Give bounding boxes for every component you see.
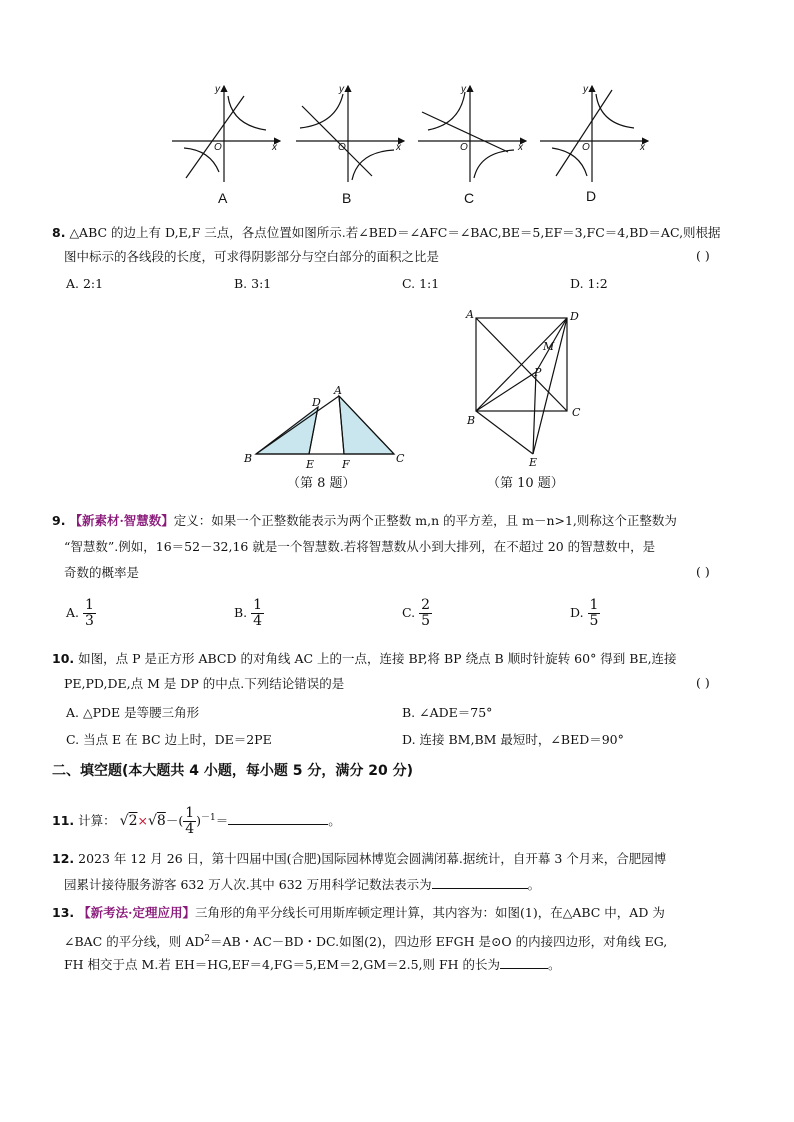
fig8-point-a: A: [334, 384, 342, 397]
q13-number: 13.: [52, 905, 75, 920]
q10-answer-paren: ( ): [696, 675, 710, 690]
q9-text-3: 奇数的概率是: [64, 565, 140, 580]
q8-number: 8.: [52, 225, 66, 240]
q9-option-b-num: 1: [253, 597, 263, 613]
q13-tag: 【新考法·定理应用】: [78, 905, 195, 920]
graph-c-origin: O: [460, 142, 468, 153]
q8-text-2: 图中标示的各线段的长度，可求得阴影部分与空白部分的面积之比是: [64, 249, 440, 264]
q11-fraction-den: 4: [185, 821, 195, 838]
q9-option-d-num: 1: [589, 597, 599, 613]
q9-option-c-fraction: [419, 598, 432, 629]
fig10-point-b: B: [467, 414, 476, 427]
q9-line1: [52, 512, 677, 530]
fig10-point-m: M: [543, 340, 555, 353]
fig8-point-f: F: [342, 458, 350, 471]
q10-option-d: D. 连接 BM,BM 最短时，∠BED＝90°: [402, 732, 624, 747]
fig10-point-e: E: [529, 456, 538, 469]
graph-c-y-label: y: [461, 84, 466, 95]
graph-b-y-label: y: [339, 84, 344, 95]
q8-option-a: A. 2:1: [66, 276, 104, 291]
q9-text-2: “智慧数”.例如，16＝52－32,16 就是一个智慧数.若将智慧数从小到大排列，在不超过 20 的智慧数中，是: [64, 539, 656, 554]
fig10-point-d: D: [570, 310, 579, 323]
figure-10: [0, 0, 794, 500]
q13-text-3: FH 相交于点 M.若 EH＝HG,EF＝4,FG＝5,EM＝2,GM＝2.5,则 FH 的长为: [64, 957, 501, 972]
q8-answer-paren: ( ): [696, 248, 710, 263]
q13-text-1: 三角形的角平分线长可用斯库顿定理计算，其内容为：如图(1)，在△ABC 中，AD 为: [195, 905, 665, 920]
q11-minus: －(: [165, 813, 184, 829]
q13-line2: [64, 930, 667, 951]
q10-line1: [52, 650, 677, 668]
q10-text-1: 如图，点 P 是正方形 ABCD 的对角线 AC 上的一点，连接 BP,将 BP 绕点 B 顺时针旋转 60° 得到 BE,连接: [78, 651, 677, 666]
q13-end: 。: [548, 957, 561, 972]
q12-answer-blank[interactable]: [432, 876, 528, 889]
q12-line2: [64, 876, 540, 894]
q10-option-c: C. 当点 E 在 BC 边上时，DE＝2PE: [66, 732, 272, 747]
q13-answer-blank[interactable]: [500, 956, 548, 969]
q12-end: 。: [527, 877, 541, 892]
q11-prefix: 计算：: [78, 813, 116, 829]
q12-text-1: 2023 年 12 月 26 日，第十四届中国(合肥)国际园林博览会圆满闭幕.据统计，自开幕 3 个月来，合肥园博: [78, 851, 667, 866]
q12-number: 12.: [52, 851, 75, 866]
graph-c-x-label: x: [518, 142, 523, 153]
q10-number: 10.: [52, 651, 75, 666]
q8-option-d: D. 1:2: [570, 276, 608, 291]
graph-a-x-label: x: [272, 142, 277, 153]
q10-option-a: A. △PDE 是等腰三角形: [66, 705, 200, 720]
q9-number: 9.: [52, 513, 66, 528]
q9-option-b-fraction: [251, 598, 264, 629]
q8-option-c: C. 1:1: [402, 276, 440, 291]
graph-d-x-label: x: [640, 142, 645, 153]
q11-number: 11.: [52, 813, 75, 829]
q8-option-b: B. 3:1: [234, 276, 272, 291]
section2-title: 二、填空题(本大题共 4 小题，每小题 5 分，满分 20 分): [52, 763, 414, 779]
q13-text-2a: ∠BAC 的平分线，则 AD: [64, 934, 205, 950]
fig10-caption: （第 10 题）: [487, 476, 564, 491]
fig10-point-p: P: [534, 366, 542, 379]
q9-option-d-fraction: [588, 598, 601, 629]
q11-fraction: [183, 806, 196, 837]
q12-line1: [52, 850, 666, 868]
q9-option-c-num: 2: [421, 597, 430, 613]
q9-option-c-label: C.: [402, 605, 416, 620]
q9-option-d: [570, 598, 600, 629]
graph-b-x-label: x: [396, 142, 401, 153]
q9-option-b: [234, 598, 264, 629]
fig8-point-c: C: [396, 452, 405, 465]
q13-superscript: 2: [204, 934, 210, 944]
q9-answer-paren: ( ): [696, 564, 710, 579]
q8-text-1: △ABC 的边上有 D,E,F 三点，各点位置如图所示.若∠BED＝∠AFC＝∠BAC,BE＝5,EF＝3,FC＝4,BD＝AC,则根据: [69, 225, 721, 240]
q9-option-a-num: 1: [85, 597, 94, 613]
q11-answer-blank[interactable]: [228, 812, 328, 825]
q9-option-d-den: 5: [589, 613, 599, 629]
q9-option-d-label: D.: [570, 605, 584, 620]
q10-text-2: PE,PD,DE,点 M 是 DP 的中点.下列结论错误的是: [64, 676, 345, 691]
q11-line: 11. 计算： √2×√8－( $\frac{1}{4}$ )$^{-1}$＝ 。: [52, 805, 341, 838]
fig8-caption: （第 8 题）: [287, 476, 356, 491]
q11-radicand-1: 2: [128, 813, 138, 830]
fig10-point-c: C: [572, 406, 581, 419]
q9-option-a-label: A.: [66, 605, 80, 620]
q11-sqrt-1: √2: [119, 813, 138, 830]
q11-exponent: －1: [201, 813, 216, 823]
graph-b-label: B: [342, 190, 352, 206]
q13-text-2b: ＝AB・AC－BD・DC.如图(2)，四边形 EFGH 是⊙O 的内接四边形，对角线 EG,: [209, 934, 668, 950]
graph-a-label: A: [218, 190, 228, 206]
q11-times: ×: [137, 813, 148, 829]
q9-option-a: [66, 598, 96, 629]
graph-b-origin: O: [338, 142, 346, 153]
graph-a-y-label: y: [215, 84, 220, 95]
q11-equals: ＝: [215, 813, 229, 829]
graph-d-y-label: y: [583, 84, 588, 95]
q13-line3: [64, 956, 561, 974]
graph-c-label: C: [464, 190, 475, 206]
q10-option-b: B. ∠ADE＝75°: [402, 705, 493, 720]
q9-option-b-den: 4: [253, 613, 263, 629]
q9-option-c: [402, 598, 432, 629]
q9-text-1: 定义：如果一个正整数能表示为两个正整数 m,n 的平方差，且 m－n>1,则称这个正整数为: [173, 513, 677, 528]
q11-sqrt-2: √8: [147, 813, 166, 830]
q9-option-c-den: 5: [421, 613, 430, 629]
graph-a-origin: O: [214, 142, 222, 153]
fig8-point-e: E: [306, 458, 315, 471]
q9-option-a-den: 3: [85, 613, 94, 629]
fig10-point-a: A: [466, 308, 474, 321]
q11-end: 。: [328, 813, 341, 829]
q13-line1: [52, 904, 665, 922]
graph-d-label: D: [586, 188, 597, 204]
fig8-point-d: D: [312, 396, 321, 409]
fig8-point-b: B: [244, 452, 253, 465]
graph-d-origin: O: [582, 142, 590, 153]
q9-tag: 【新素材·智慧数】: [69, 513, 174, 528]
q12-text-2: 园累计接待服务游客 632 万人次.其中 632 万用科学记数法表示为: [64, 877, 432, 892]
q11-radicand-2: 8: [156, 813, 166, 830]
q9-option-a-fraction: [83, 598, 96, 629]
q11-fraction-num: 1: [185, 805, 195, 822]
q9-option-b-label: B.: [234, 605, 248, 620]
